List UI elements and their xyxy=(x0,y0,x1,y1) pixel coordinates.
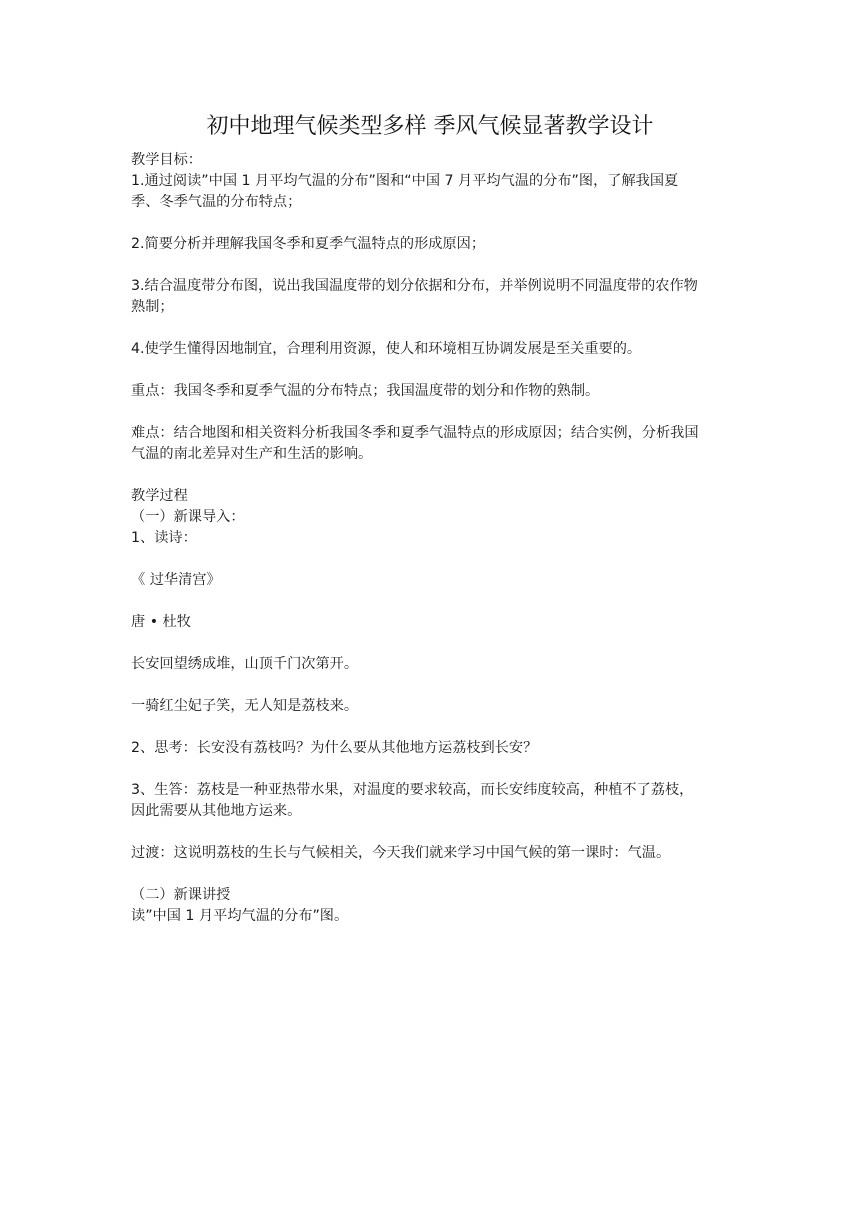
poem-title: 《 过华清宫》 xyxy=(131,572,221,588)
document-title: 初中地理气候类型多样 季风气候显著教学设计 xyxy=(206,114,654,139)
paragraph-line: 难点：结合地图和相关资料分析我国冬季和夏季气温特点的形成原因；结合实例，分析我国 xyxy=(131,425,699,441)
paragraph-line: 3.结合温度带分布图，说出我国温度带的划分依据和分布，并举例说明不同温度带的农作物 xyxy=(131,278,698,294)
paragraph-line: （一）新课导入： xyxy=(131,509,245,525)
paragraph-line: 1、读诗： xyxy=(131,530,197,546)
poem-line: 一骑红尘妃子笑，无人知是荔枝来。 xyxy=(131,698,359,714)
blank-line xyxy=(131,255,731,276)
blank-line xyxy=(131,402,731,423)
paragraph-line: 过渡：这说明荔枝的生长与气候相关，今天我们就来学习中国气候的第一课时：气温。 xyxy=(131,845,671,861)
paragraph-line: 1.通过阅读”中国 1 月平均气温的分布”图和“中国 7 月平均气温的分布”图，了解我国夏 xyxy=(131,173,679,189)
blank-line xyxy=(131,213,731,234)
paragraph-line: 气温的南北差异对生产和生活的影响。 xyxy=(131,446,373,462)
blank-line xyxy=(131,633,731,654)
poem-author: 唐 • 杜牧 xyxy=(131,614,191,630)
blank-line xyxy=(131,318,731,339)
document-body xyxy=(131,150,731,927)
blank-line xyxy=(131,759,731,780)
blank-line xyxy=(131,717,731,738)
blank-line xyxy=(131,591,731,612)
blank-line xyxy=(131,465,731,486)
paragraph-line: 4.使学生懂得因地制宜，合理利用资源，使人和环境相互协调发展是至关重要的。 xyxy=(131,341,642,357)
paragraph-line: 重点：我国冬季和夏季气温的分布特点；我国温度带的划分和作物的熟制。 xyxy=(131,383,600,399)
paragraph-line: 2、思考：长安没有荔枝吗？为什么要从其他地方运荔枝到长安？ xyxy=(131,740,538,756)
paragraph-line: 2.简要分析并理解我国冬季和夏季气温特点的形成原因； xyxy=(131,236,486,252)
section-heading: 教学过程 xyxy=(131,488,188,504)
paragraph-line: 教学目标： xyxy=(131,152,202,168)
blank-line xyxy=(131,822,731,843)
paragraph-line: （二）新课讲授 xyxy=(131,887,231,903)
blank-line xyxy=(131,549,731,570)
paragraph-line: 熟制； xyxy=(131,299,174,315)
paragraph-line: 季、冬季气温的分布特点； xyxy=(131,194,302,210)
paragraph-line: 因此需要从其他地方运来。 xyxy=(131,803,302,819)
paragraph-line: 读”中国 1 月平均气温的分布”图。 xyxy=(131,908,349,924)
paragraph-line: 3、生答：荔枝是一种亚热带水果，对温度的要求较高，而长安纬度较高，种植不了荔枝， xyxy=(131,782,694,798)
blank-line xyxy=(131,360,731,381)
blank-line xyxy=(131,675,731,696)
blank-line xyxy=(131,864,731,885)
poem-line: 长安回望绣成堆，山顶千门次第开。 xyxy=(131,656,359,672)
